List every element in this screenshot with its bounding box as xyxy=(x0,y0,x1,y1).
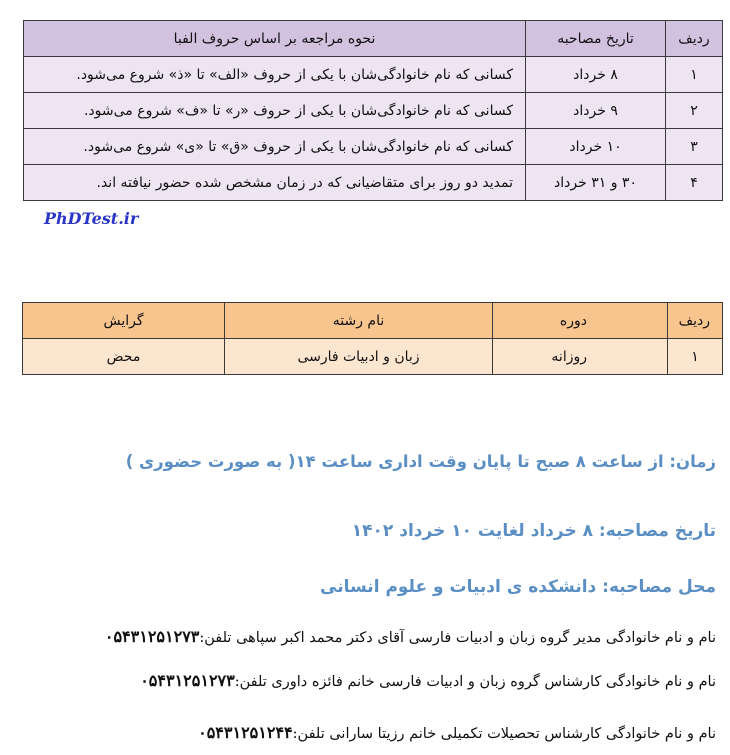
interview-date-cell: ۹ خرداد xyxy=(526,93,666,129)
course-cell: روزانه xyxy=(493,339,668,375)
row-number-cell: ۱ xyxy=(666,57,723,93)
row-number-cell: ۴ xyxy=(666,165,723,201)
major-cell: زبان و ادبیات فارسی xyxy=(225,339,493,375)
interview-date-text: تاریخ مصاحبه: ۸ خرداد لغایت ۱۰ خرداد ۱۴۰۲ xyxy=(351,521,716,541)
reference-method-cell: تمدید دو روز برای متقاضیانی که در زمان مشخص شده حضور نیافته اند. xyxy=(24,165,526,201)
interview-date-cell: ۸ خرداد xyxy=(526,57,666,93)
row-number-cell: ۱ xyxy=(668,339,723,375)
contact-label: نام و نام خانوادگی مدیر گروه زبان و ادبیات فارسی آقای دکتر محمد اکبر سپاهی تلفن: xyxy=(199,630,716,646)
column-header-reference-method: نحوه مراجعه بر اساس حروف الفبا xyxy=(24,21,526,57)
column-header-course: دوره xyxy=(493,303,668,339)
contact-label: نام و نام خانوادگی کارشناس گروه زبان و ادبیات فارسی خانم فائزه داوری تلفن: xyxy=(234,674,716,690)
contact-label: نام و نام خانوادگی کارشناس تحصیلات تکمیلی خانم رزیتا سارانی تلفن: xyxy=(292,726,716,742)
column-header-row-number: ردیف xyxy=(666,21,723,57)
interview-date-cell: ۱۰ خرداد xyxy=(526,129,666,165)
phone-number: ۰۵۴۳۱۲۵۱۲۴۴ xyxy=(198,723,293,742)
table-header-row xyxy=(23,303,723,339)
interview-place-text: محل مصاحبه: دانشکده ی ادبیات و علوم انسانی xyxy=(320,577,716,597)
table-row xyxy=(23,339,723,375)
table-row xyxy=(24,93,723,129)
table-row xyxy=(24,129,723,165)
column-header-row-number: ردیف xyxy=(668,303,723,339)
row-number-cell: ۳ xyxy=(666,129,723,165)
phone-number: ۰۵۴۳۱۲۵۱۲۷۳ xyxy=(104,627,200,646)
contact-line-department-expert xyxy=(140,671,716,690)
reference-method-cell: کسانی که نام خانوادگی‌شان با یکی از حروف «الف» تا «ذ» شروع می‌شود. xyxy=(24,57,526,93)
reference-method-cell: کسانی که نام خانوادگی‌شان با یکی از حروف «ق» تا «ی» شروع می‌شود. xyxy=(24,129,526,165)
table-row xyxy=(24,165,723,201)
phone-number: ۰۵۴۳۱۲۵۱۲۷۳ xyxy=(140,671,235,690)
interview-time-text: زمان: از ساعت ۸ صبح تا پایان وقت اداری ساعت ۱۴( به صورت حضوری ) xyxy=(125,452,716,471)
interview-date-cell: ۳۰ و ۳۱ خرداد xyxy=(526,165,666,201)
table-row xyxy=(24,57,723,93)
contact-line-graduate-expert xyxy=(198,723,716,742)
table-header-row xyxy=(24,21,723,57)
reference-method-cell: کسانی که نام خانوادگی‌شان با یکی از حروف «ر» تا «ف» شروع می‌شود. xyxy=(24,93,526,129)
column-header-major: نام رشته xyxy=(225,303,493,339)
contact-line-department-head xyxy=(105,627,716,646)
column-header-interview-date: تاریخ مصاحبه xyxy=(526,21,666,57)
specialization-cell: محض xyxy=(23,339,225,375)
program-table xyxy=(22,302,723,375)
interview-schedule-table xyxy=(23,20,723,201)
watermark-logo: PhDTest.ir xyxy=(44,209,139,228)
row-number-cell: ۲ xyxy=(666,93,723,129)
column-header-specialization: گرایش xyxy=(23,303,225,339)
